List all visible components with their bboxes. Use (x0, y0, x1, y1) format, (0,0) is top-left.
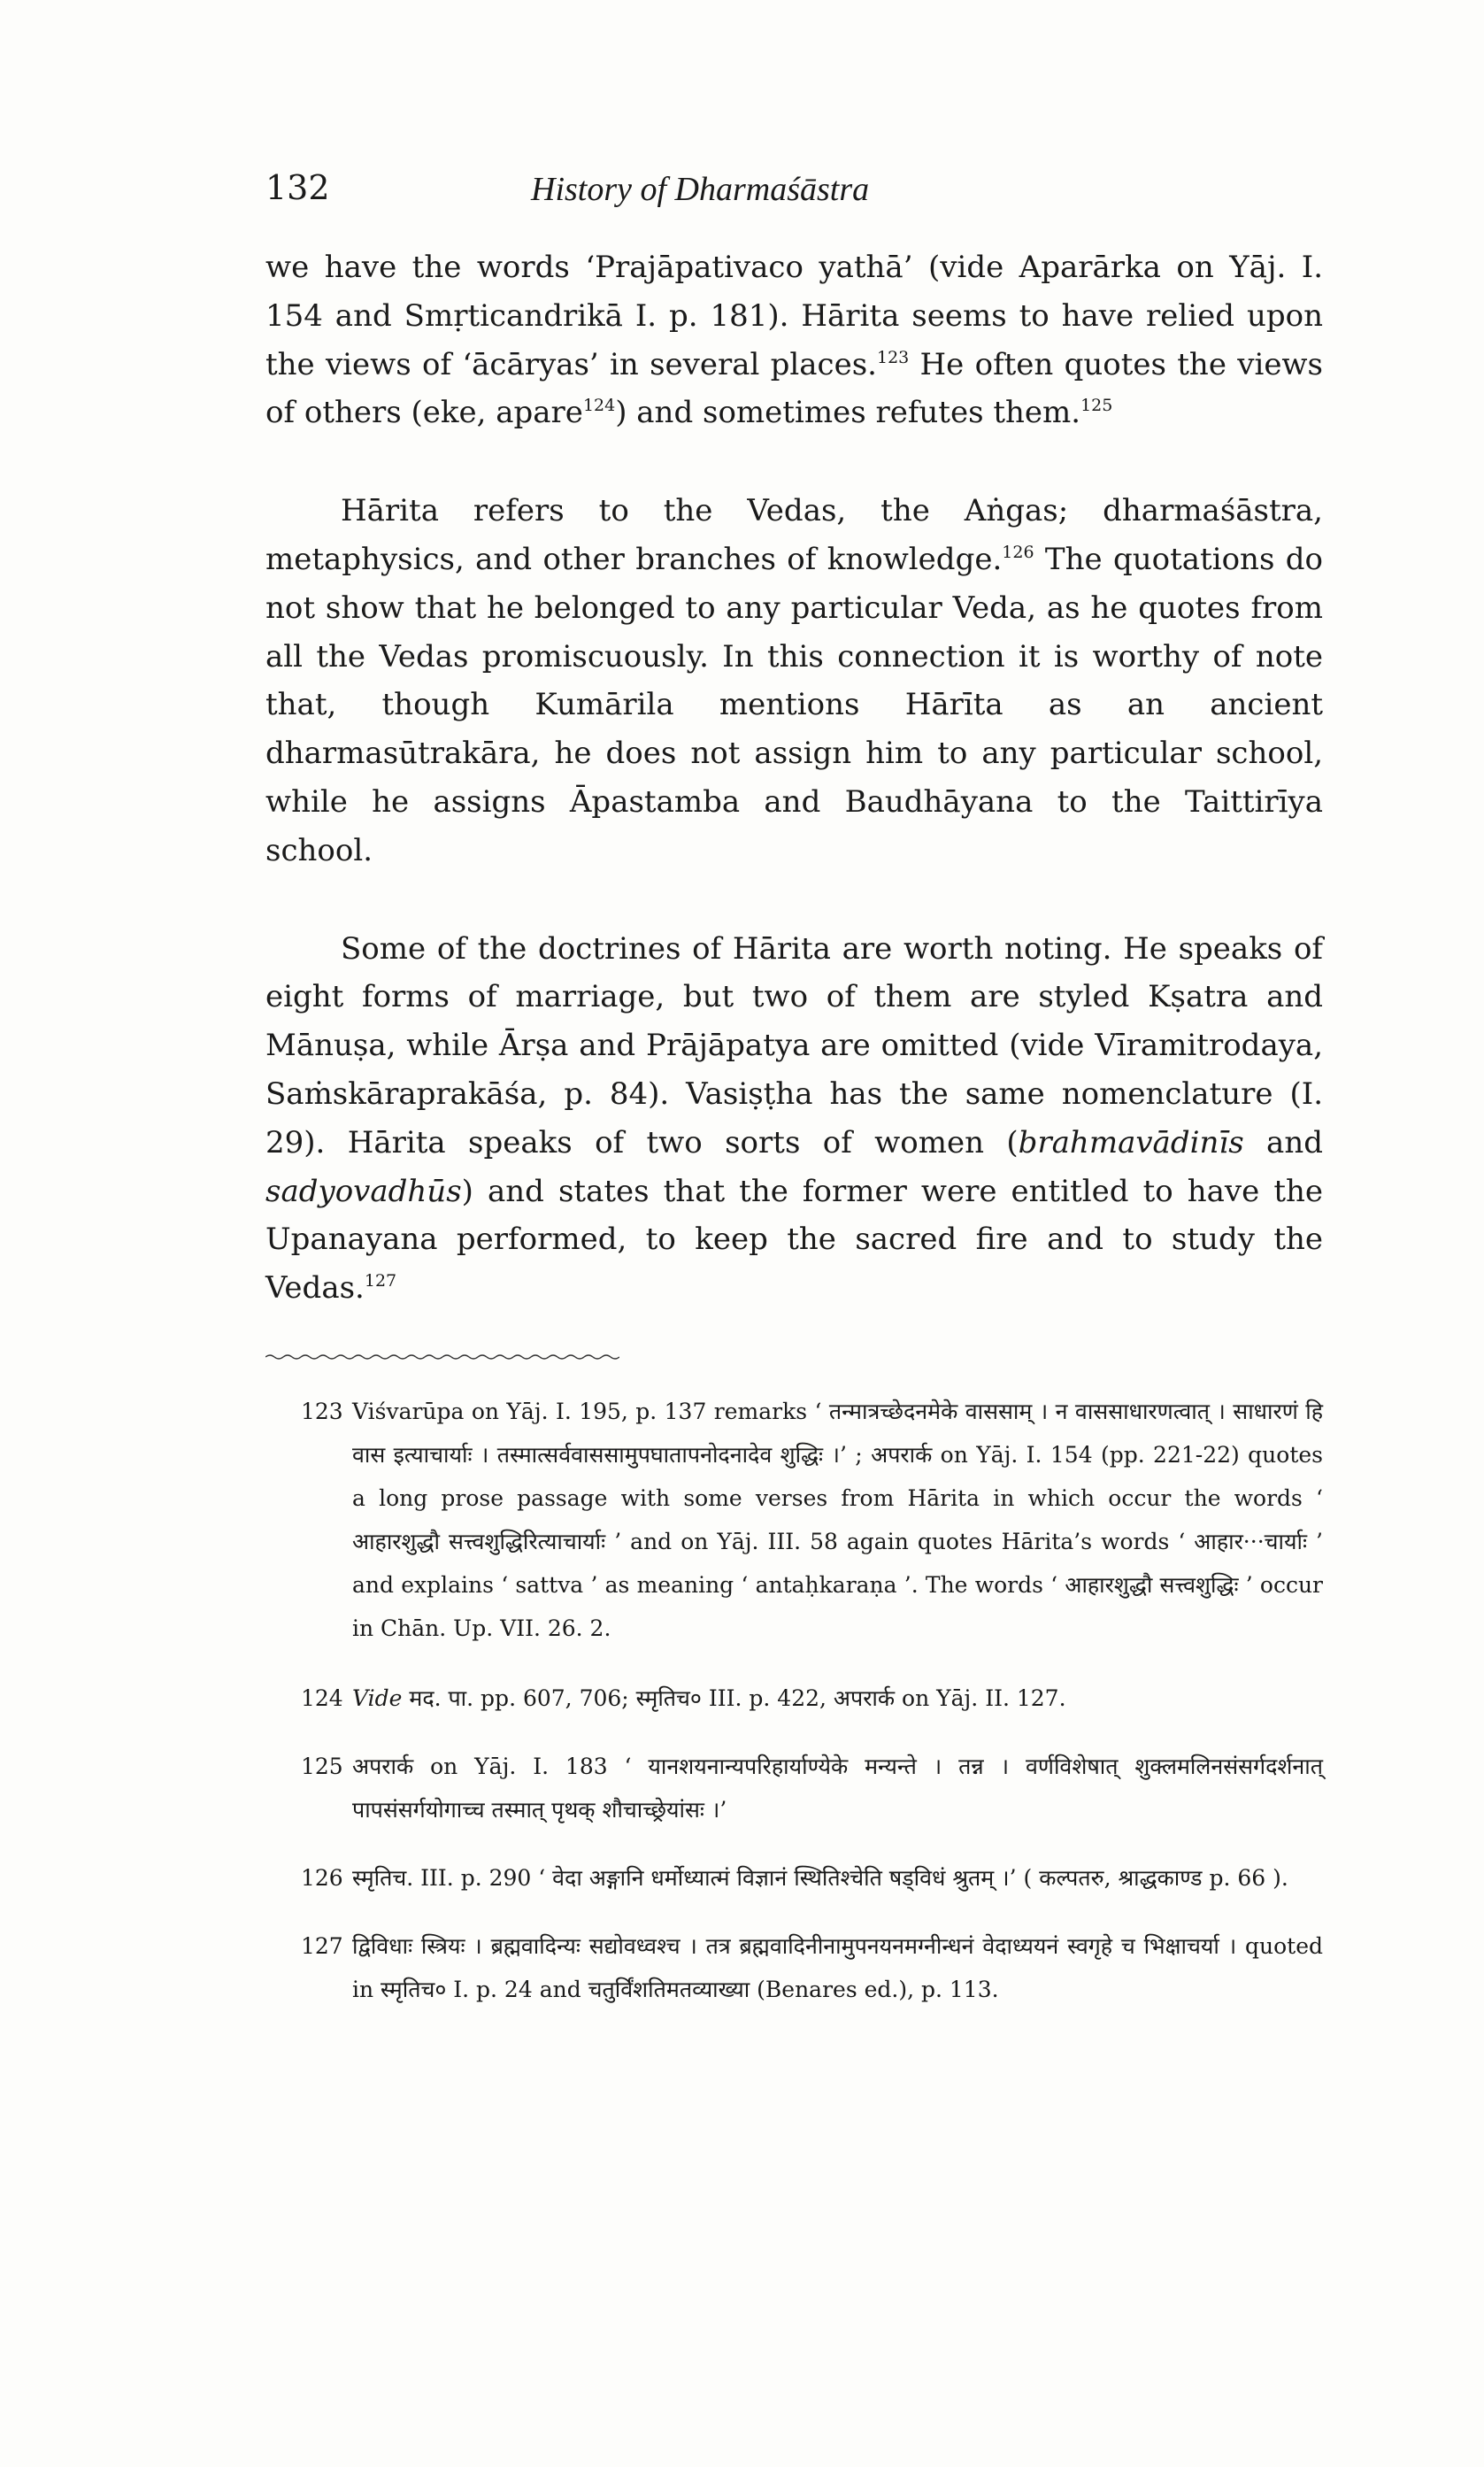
footnote-separator (265, 1353, 619, 1361)
footnote-number: 123 (301, 1399, 343, 1424)
footnote-number: 125 (301, 1754, 343, 1779)
paragraph-1 (265, 243, 1323, 437)
paragraph-3-text-a: Some of the doctrines of Hārita are worth noting. He speaks of eight forms of marriage, but two of them are styled Kṣatra and Mānuṣa, while Ārṣa and Prājāpatya are omitted (vide Vīramitrodaya, Saṁskāraprakāśa, p. 84). Vasiṣṭha has the same nomenclature (I. 29). Hārita speaks of two sorts of women ( (265, 930, 1323, 1160)
term-sadyovadhus: sadyovadhūs (265, 1173, 462, 1209)
footnote-text: मद. पा. pp. 607, 706; स्मृतिच० III. p. 422, अपरार्क on Yāj. II. 127. (402, 1685, 1066, 1711)
paragraph-3-text-c: ) and states that the former were entitled to have the Upanayana performed, to keep the sacred fire and to study the Vedas. (265, 1173, 1323, 1307)
footnote-126 (301, 1856, 1323, 1900)
paragraph-3-text-b: and (1243, 1124, 1323, 1160)
footnote-text: अपरार्क on Yāj. I. 183 ‘ यानशयनान्यपरिहार्याण्येके मन्यन्ते । तन्न । वर्णविशेषात् शुक्लमलिनसंसर्गदर्शनात् पापसंसर्गयोगाच्च तस्मात् पृथक् शौचाच्छ्रेयांसः ।’ (352, 1754, 1323, 1823)
term-brahmavadinis: brahmavādinīs (1018, 1124, 1244, 1160)
paragraph-1-text-b: He often quotes the views of others (eke, apare (265, 346, 1323, 431)
body-text (265, 243, 1323, 1313)
paragraph-2 (265, 487, 1323, 875)
page-number: 132 (265, 168, 330, 207)
footnote-ref-126: 126 (1002, 542, 1034, 562)
footnote-text: स्मृतिच. III. p. 290 ‘ वेदा अङ्गानि धर्मोध्यात्मं विज्ञानं स्थितिश्चेति षड्विधं श्रुतम् ।’ ( कल्पतरु, श्राद्धकाण्ड p. 66 ). (352, 1865, 1288, 1891)
footnote-number: 124 (301, 1685, 343, 1711)
paragraph-2-text-a: Hārita refers to the Vedas, the Aṅgas; dharmaśāstra, metaphysics, and other branches of knowledge. (265, 493, 1323, 577)
footnote-vide: Vide (352, 1685, 403, 1711)
footnote-number: 127 (301, 1933, 343, 1959)
footnote-ref-124: 124 (582, 396, 616, 416)
footnote-number: 126 (301, 1865, 343, 1891)
footnote-text: द्विविधाः स्त्रियः । ब्रह्मवादिन्यः सद्योवध्वश्च । तत्र ब्रह्मवादिनीनामुपनयनमग्नीन्धनं वेदाध्ययनं स्वगृहे च भिक्षाचर्या । quoted in स्मृतिच० I. p. 24 and चतुर्विंशतिमतव्याख्या (Benares ed.), p. 113. (352, 1933, 1323, 2002)
footnote-127 (301, 1924, 1323, 2011)
footnotes (301, 1390, 1323, 2036)
paragraph-1-text-c: ) and sometimes refutes them. (615, 395, 1081, 431)
paragraph-3 (265, 925, 1323, 1313)
paragraph-1-text-a: we have the words ‘Prajāpativaco yathā’ (vide Aparārka on Yāj. I. 154 and Smṛticandrikā I. p. 181). Hārita seems to have relied upon the views of ‘ācāryas’ in several places. (265, 250, 1323, 382)
footnote-123 (301, 1390, 1323, 1650)
footnote-ref-127: 127 (364, 1271, 397, 1291)
running-title: History of Dharmaśāstra (531, 171, 870, 208)
paragraph-2-text-b: The quotations do not show that he belonged to any particular Veda, as he quotes from all the Vedas promiscuously. In this connection it is worthy of note that, though Kumārila mentions Hārīta as an ancient dharmasūtrakāra, he does not assign him to any particular school, while he assigns Āpastamba and Baudhāyana to the Taittirīya school. (265, 541, 1323, 868)
footnote-text: Viśvarūpa on Yāj. I. 195, p. 137 remarks ‘ तन्मात्रच्छेदनमेके वाससाम् । न वाससाधारणत्वात् । साधारणं हि वास इत्याचार्याः । तस्मात्सर्ववाससामुपघातापनोदनादेव शुद्धिः ।’ ; अपरार्क on Yāj. I. 154 (pp. 221-22) quotes a long prose passage with some verses from Hārita in which occur the words ‘ आहारशुद्धौ सत्त्वशुद्धिरित्याचार्याः ’ and on Yāj. III. 58 again quotes Hārita’s words ‘ आहार···चार्याः ’ and explains ‘ sattva ’ as meaning ‘ antaḥkaraṇa ’. The words ‘ आहारशुद्धौ सत्त्वशुद्धिः ’ occur in Chān. Up. VII. 26. 2. (352, 1399, 1323, 1641)
footnote-124 (301, 1677, 1323, 1720)
footnote-ref-123: 123 (876, 347, 910, 367)
page-header (265, 168, 1327, 221)
footnote-125 (301, 1745, 1323, 1831)
footnote-ref-125: 125 (1080, 396, 1113, 416)
